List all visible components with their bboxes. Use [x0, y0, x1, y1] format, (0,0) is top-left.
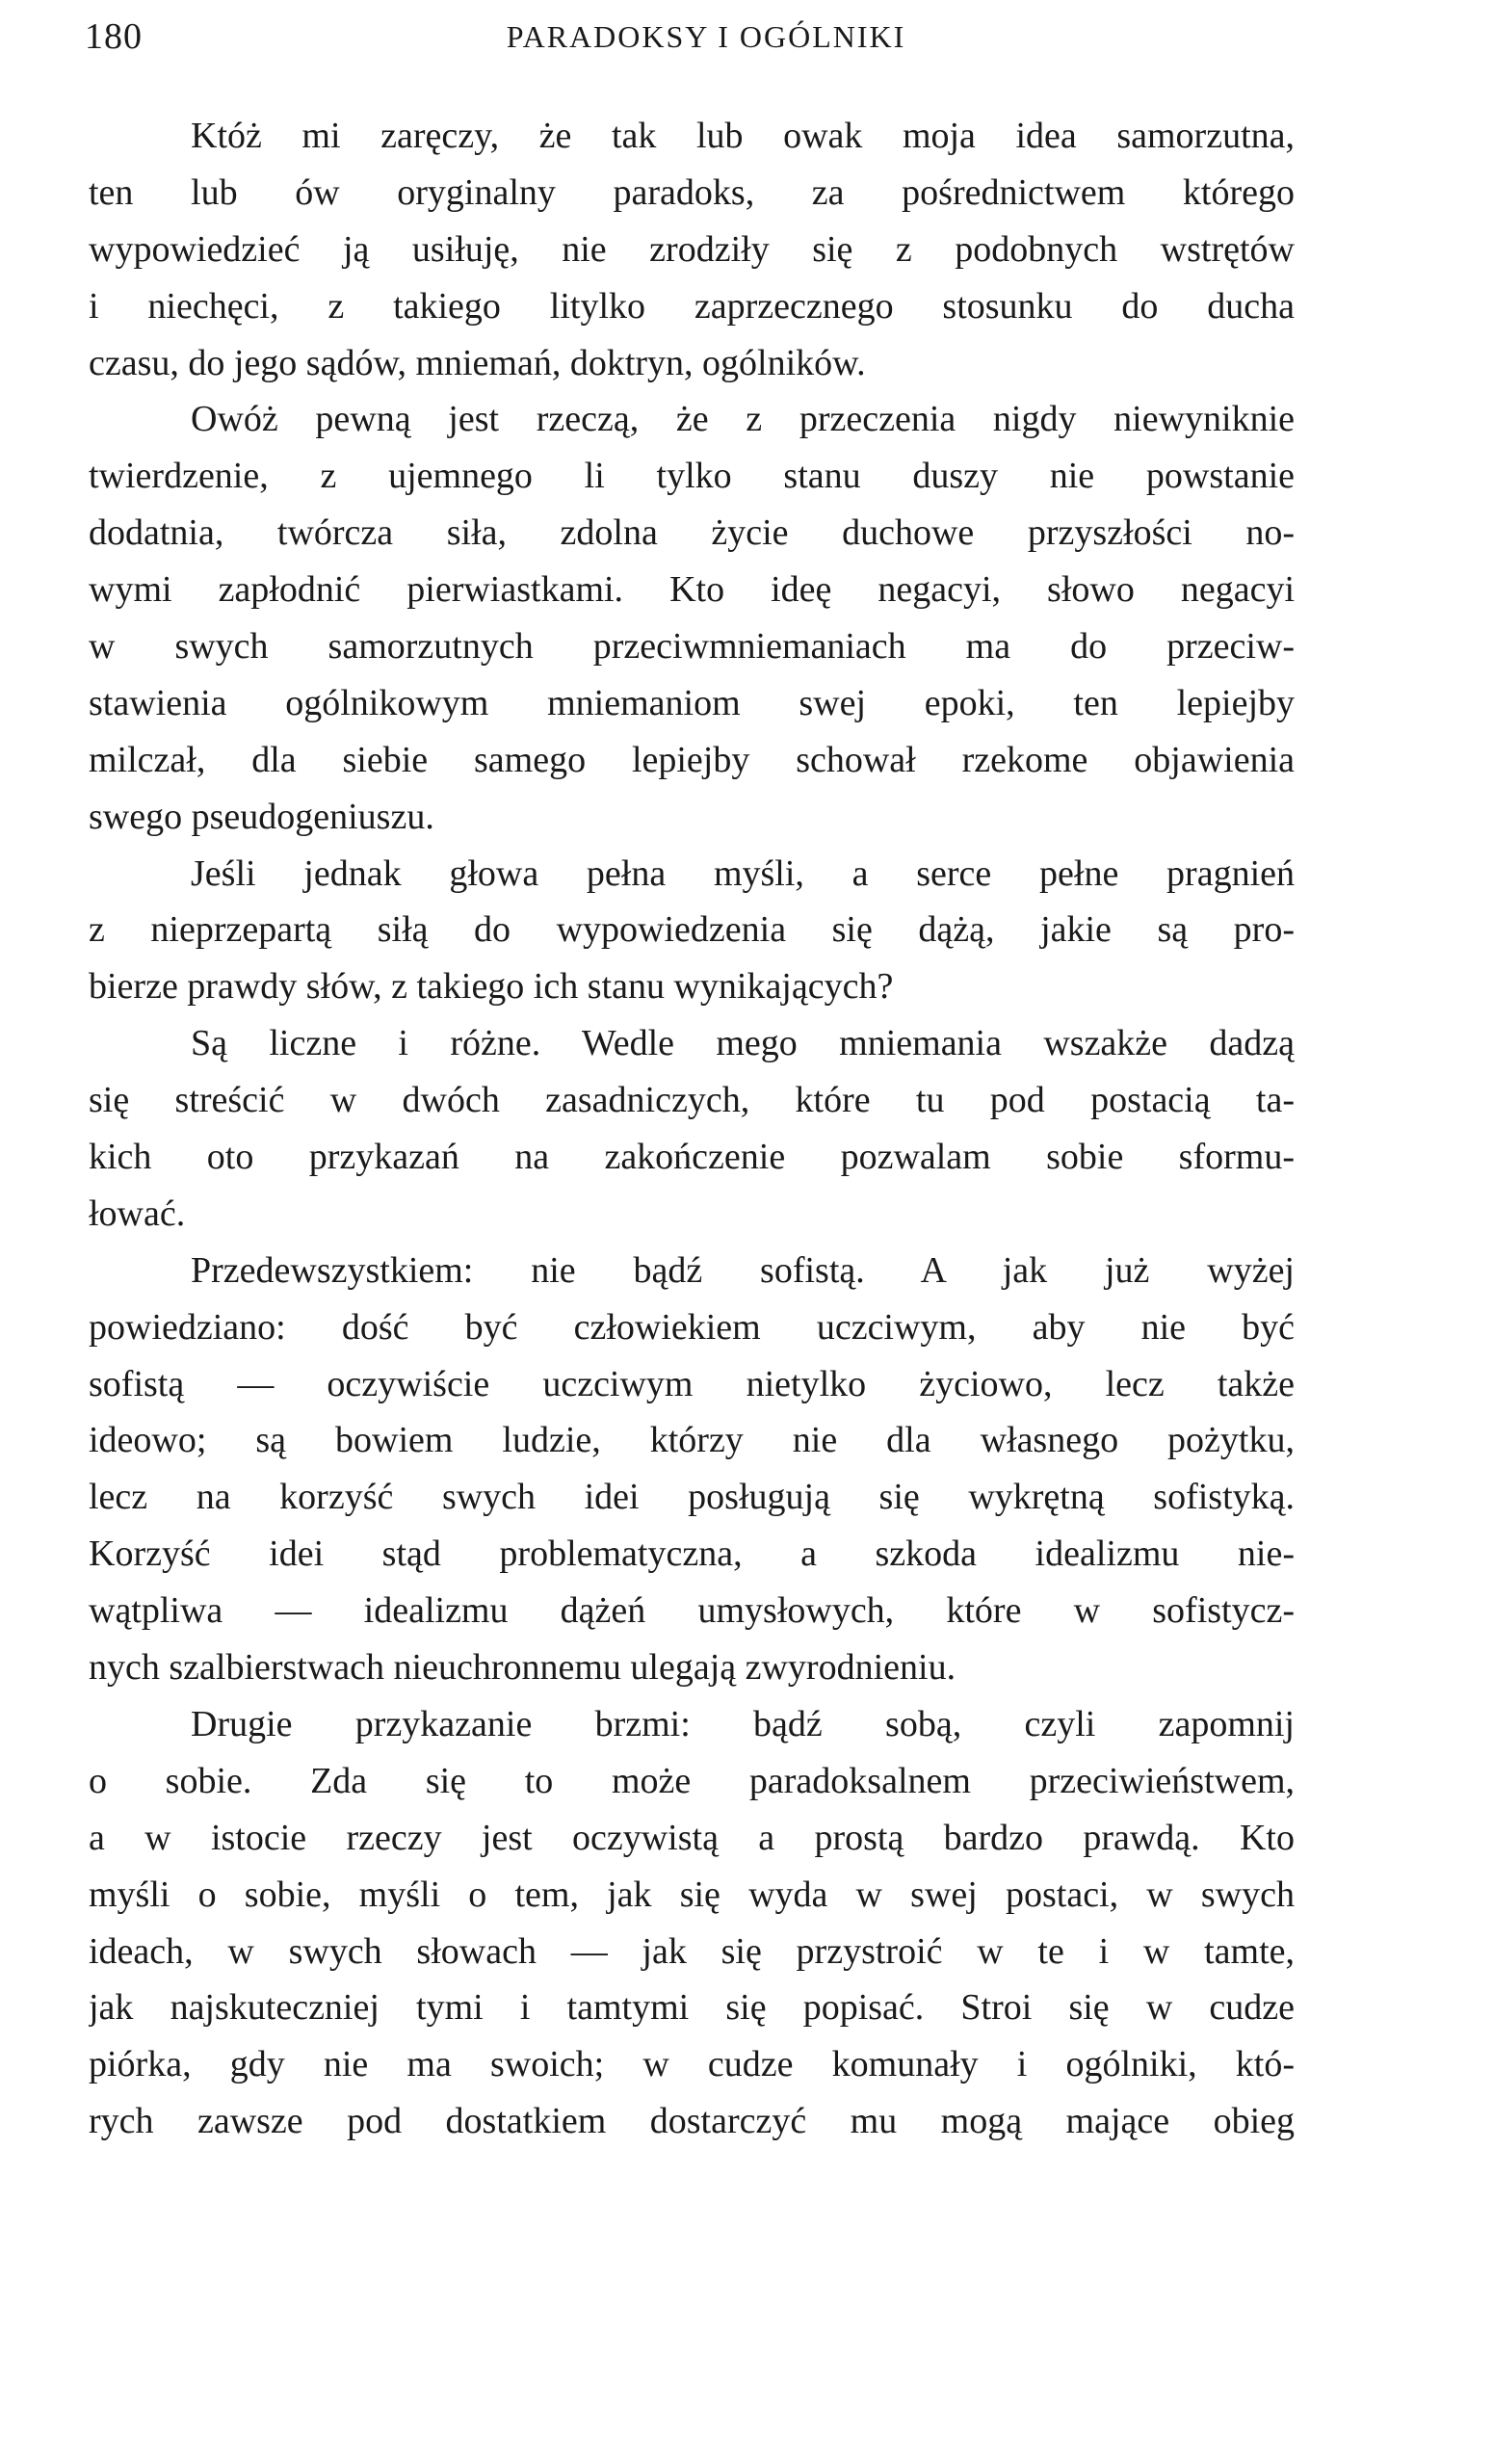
text-line: z nieprzepartą siłą do wypowiedzenia się dążą, jakie są pro- [89, 909, 1295, 951]
text-line: sofistą — oczywiście uczciwym nietylko życiowo, lecz także [89, 1363, 1295, 1404]
text-line: wymi zapłodnić pierwiastkami. Kto ideę negacyi, słowo negacyi [89, 569, 1295, 611]
text-line: Drugie przykazanie brzmi: bądź sobą, czyli zapomnij [191, 1703, 1295, 1744]
text-line: piórka, gdy nie ma swoich; w cudze komunały i ogólniki, któ- [89, 2044, 1295, 2085]
text-line: i niechęci, z takiego litylko zaprzecznego stosunku do ducha [89, 285, 1295, 327]
text-line: powiedziano: dość być człowiekiem uczciwym, aby nie być [89, 1306, 1295, 1348]
text-line: jak najskuteczniej tymi i tamtymi się popisać. Stroi się w cudze [89, 1987, 1295, 2029]
running-title: PARADOKSY I OGÓLNIKI [506, 19, 906, 54]
text-line: rych zawsze pod dostatkiem dostarczyć mu mogą mające obieg [89, 2101, 1295, 2142]
text-line: ideowo; są bowiem ludzie, którzy nie dla własnego pożytku, [89, 1420, 1295, 1461]
body-text [89, 108, 1295, 2150]
text-line: Jeśli jednak głowa pełna myśli, a serce pełne pragnień [191, 852, 1295, 894]
text-line: o sobie. Zda się to może paradoksalnem przeciwieństwem, [89, 1760, 1295, 1801]
text-line: Owóż pewną jest rzeczą, że z przeczenia nigdy niewyniknie [191, 399, 1295, 440]
text-line: Któż mi zaręczy, że tak lub owak moja idea samorzutna, [191, 116, 1295, 156]
text-line: dodatnia, twórcza siła, zdolna życie duchowe przyszłości no- [89, 512, 1295, 554]
text-line: Korzyść idei stąd problematyczna, a szkoda idealizmu nie- [89, 1533, 1295, 1575]
text-line: wypowiedzieć ją usiłuję, nie zrodziły się z podobnych wstrętów [89, 228, 1295, 270]
text-line: myśli o sobie, myśli o tem, jak się wyda w swej postaci, w swych [89, 1874, 1295, 1915]
text-line: swego pseudogeniuszu. [89, 796, 434, 837]
text-line: ten lub ów oryginalny paradoks, za pośrednictwem którego [89, 171, 1295, 213]
text-line: Przedewszystkiem: nie bądź sofistą. A jak już wyżej [191, 1249, 1295, 1291]
text-line: w swych samorzutnych przeciwmniemaniach ma do przeciw- [89, 626, 1295, 668]
text-line: się streścić w dwóch zasadniczych, które tu pod postacią ta- [89, 1080, 1295, 1121]
text-line: wątpliwa — idealizmu dążeń umysłowych, które w sofistycz- [89, 1590, 1295, 1632]
page-number: 180 [85, 16, 143, 57]
text-line: łować. [89, 1193, 186, 1234]
text-line: kich oto przykazań na zakończenie pozwalam sobie sformu- [89, 1137, 1295, 1178]
text-line: nych szalbierstwach nieuchronnemu ulegają zwyrodnieniu. [89, 1647, 956, 1689]
text-line: Są liczne i różne. Wedle mego mniemania wszakże dadzą [191, 1023, 1295, 1064]
text-line: ideach, w swych słowach — jak się przystroić w te i w tamte, [89, 1930, 1295, 1972]
text-line: twierdzenie, z ujemnego li tylko stanu duszy nie powstanie [89, 456, 1295, 497]
text-line: stawienia ogólnikowym mniemaniom swej epoki, ten lepiejby [89, 682, 1295, 723]
text-line: lecz na korzyść swych idei posługują się wykrętną sofistyką. [89, 1477, 1295, 1518]
text-line: a w istocie rzeczy jest oczywistą a prostą bardzo prawdą. Kto [89, 1817, 1295, 1858]
text-line: bierze prawdy słów, z takiego ich stanu wynikających? [89, 966, 894, 1008]
text-line: czasu, do jego sądów, mniemań, doktryn, ogólników. [89, 342, 866, 383]
page-header [85, 8, 1327, 66]
text-line: milczał, dla siebie samego lepiejby schował rzekome objawienia [89, 739, 1295, 780]
